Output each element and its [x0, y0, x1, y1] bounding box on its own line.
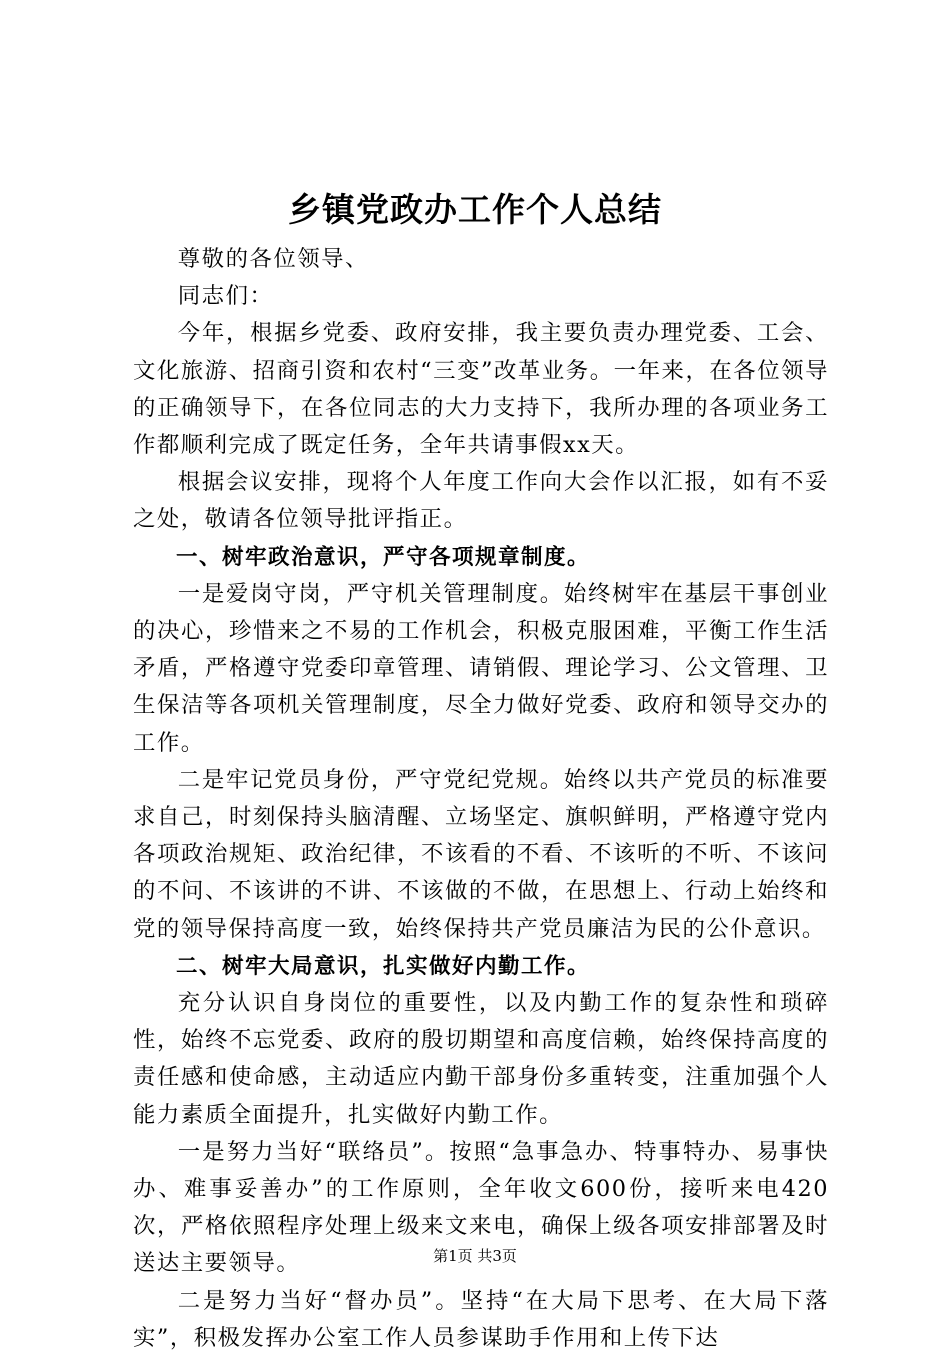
salutation-line-1: 尊敬的各位领导、 [177, 246, 369, 272]
section-2-paragraph-1: 充分认识自身岗位的重要性，以及内勤工作的复杂性和琐碎性，始终不忘党委、政府的殷切期望和高度信赖，始终保持高度的责任感和使命感，主动适应内勤干部身份多重转变，注重加强个人能力素质全面提升，扎实做好内勤工作。 [133, 990, 829, 1128]
section-2-paragraph-3: 二是努力当好“督办员”。坚持“在大局下思考、在大局下落实”，积极发挥办公室工作人员参谋助手作用和上传下达 [133, 1287, 829, 1351]
document-title: 乡镇党政办工作个人总结 [288, 190, 662, 229]
section-1-paragraph-2: 二是牢记党员身份，严守党纪党规。始终以共产党员的标准要求自己，时刻保持头脑清醒、立场坚定、旗帜鲜明，严格遵守党内各项政治规矩、政治纪律，不该看的不看、不该听的不听、不该问的不问、不该讲的不讲、不该做的不做，在思想上、行动上始终和党的领导保持高度一致，始终保持共产党员廉洁为民的公仆意识。 [133, 766, 829, 942]
salutation-line-2: 同志们： [177, 283, 274, 310]
document-body [133, 241, 829, 1357]
intro-paragraph-1: 今年，根据乡党委、政府安排，我主要负责办理党委、工会、文化旅游、招商引资和农村“三变”改革业务。一年来，在各位领导的正确领导下，在各位同志的大力支持下，我所办理的各项业务工作都顺利完成了既定任务，全年共请事假xx天。 [133, 320, 829, 459]
section-1-heading: 一、树牢政治意识，严守各项规章制度。 [176, 544, 591, 570]
section-1-paragraph-1: 一是爱岗守岗，严守机关管理制度。始终树牢在基层干事创业的决心，珍惜来之不易的工作机会，积极克服困难，平衡工作生活矛盾，严格遵守党委印章管理、请销假、理论学习、公文管理、卫生保洁等各项机关管理制度，尽全力做好党委、政府和领导交办的工作。 [133, 580, 829, 756]
intro-paragraph-2: 根据会议安排，现将个人年度工作向大会作以汇报，如有不妥之处，敬请各位领导批评指正。 [133, 469, 829, 533]
section-2-heading: 二、树牢大局意识，扎实做好内勤工作。 [176, 953, 591, 979]
section-2-paragraph-2: 一是努力当好“联络员”。按照“急事急办、特事特办、易事快办、难事妥善办”的工作原则，全年收文600份，接听来电420次，严格依照程序处理上级来文来电，确保上级各项安排部署及时送达主要领导。 [133, 1138, 829, 1277]
page-footer: 第1页 共3页 [433, 1247, 517, 1265]
